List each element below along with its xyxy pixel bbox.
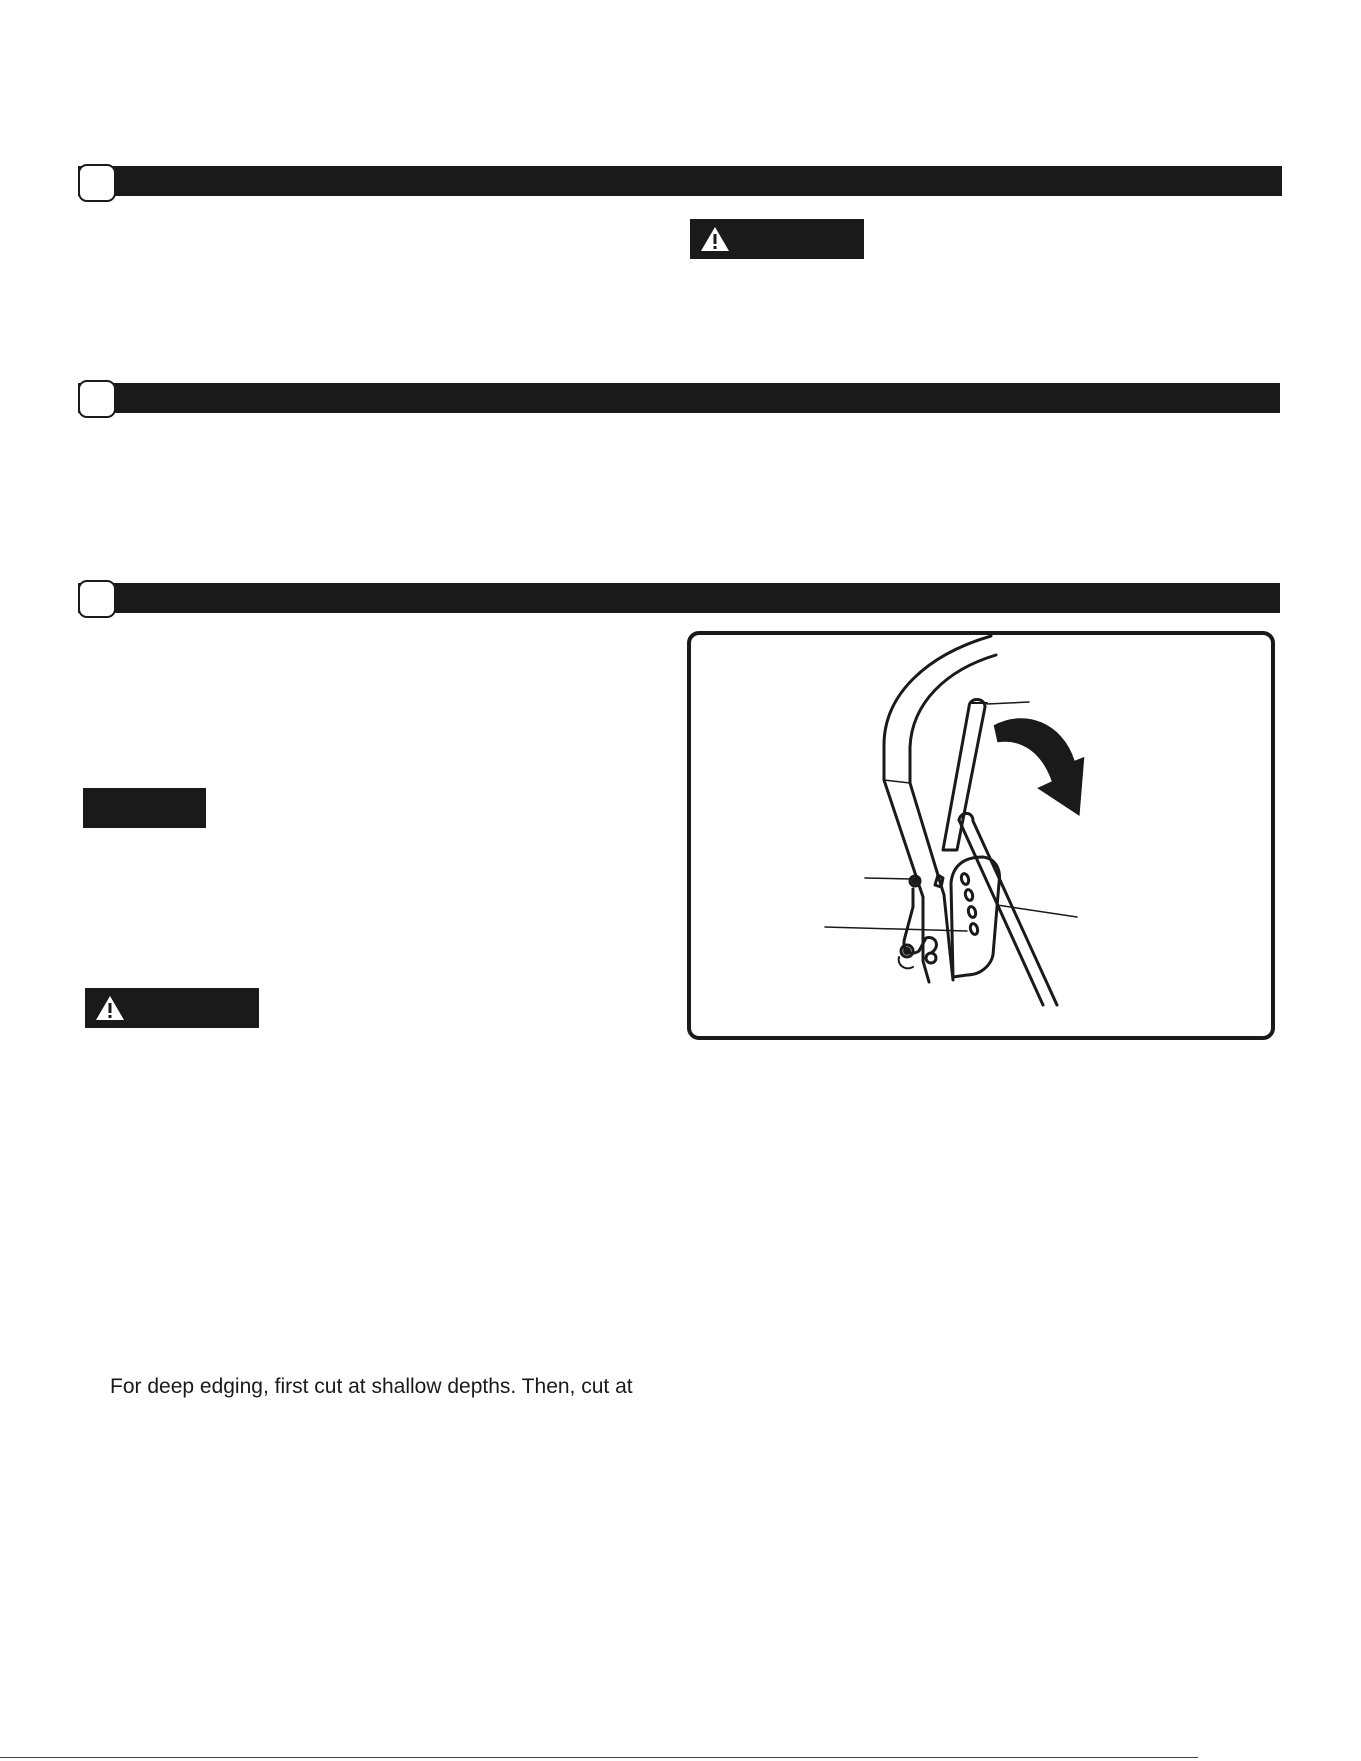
notice-label — [83, 788, 206, 828]
warning-triangle-icon — [700, 226, 730, 252]
section-3-badge — [78, 580, 116, 618]
section-2-header-bar — [78, 383, 1280, 413]
section-1-header-bar — [78, 166, 1282, 196]
section-1-badge — [78, 164, 116, 202]
footer-rule — [0, 1757, 1198, 1758]
section-2-badge — [78, 380, 116, 418]
rotation-arrow-icon — [993, 718, 1085, 817]
warning-label-top — [690, 219, 864, 259]
warning-triangle-icon — [95, 995, 125, 1021]
deep-edging-paragraph: For deep edging, first cut at shallow depths. Then, cut at — [110, 1375, 633, 1398]
section-3-header-bar — [78, 583, 1280, 613]
handle-illustration — [691, 635, 1271, 1036]
warning-label-left — [85, 988, 259, 1028]
handle-adjustment-figure — [687, 631, 1275, 1040]
